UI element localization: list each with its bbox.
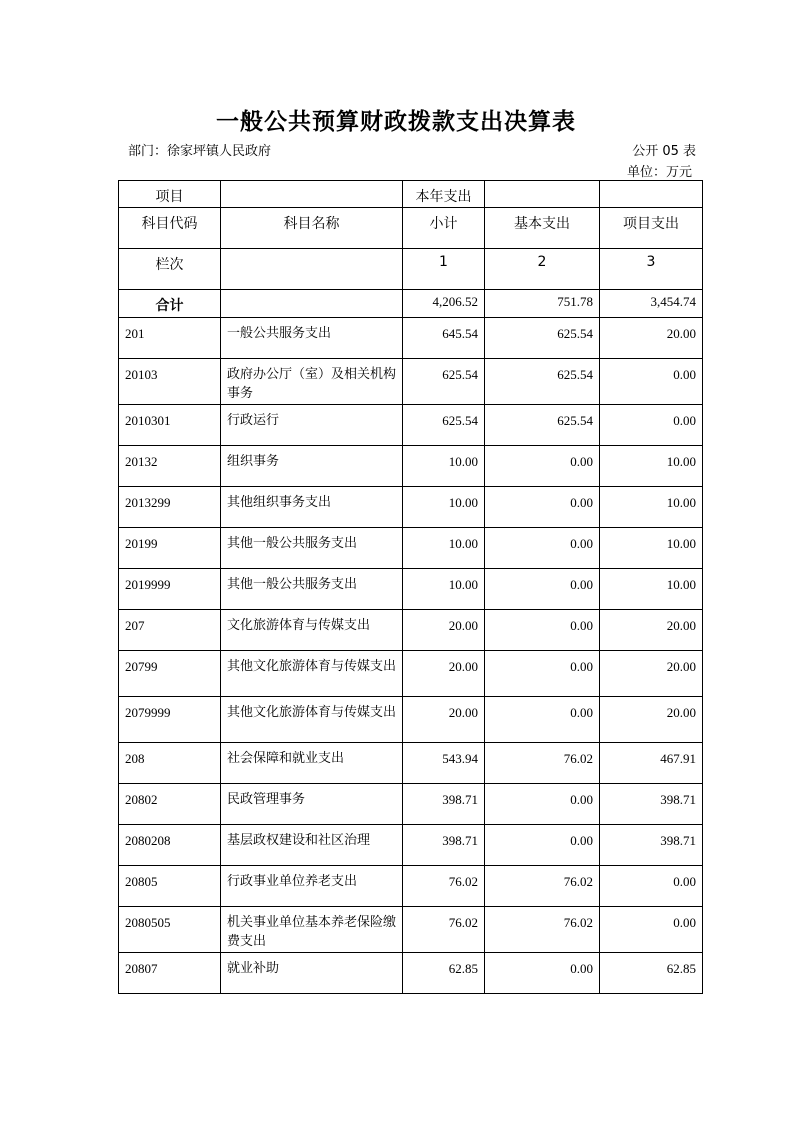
- basic-cell: 0.00: [485, 528, 600, 569]
- col-number-3: 3: [600, 249, 703, 290]
- subject-code-cell: 208: [119, 743, 221, 784]
- header-subtotal: 小计: [403, 208, 485, 249]
- basic-cell: 0.00: [485, 825, 600, 866]
- subject-name-cell: 基层政权建设和社区治理: [221, 825, 403, 866]
- project-cell: 10.00: [600, 569, 703, 610]
- table-row: [119, 697, 703, 743]
- project-cell: 0.00: [600, 866, 703, 907]
- basic-cell: 0.00: [485, 610, 600, 651]
- basic-cell: 625.54: [485, 359, 600, 405]
- subject-code-cell: 2010301: [119, 405, 221, 446]
- header-basic: 基本支出: [485, 208, 600, 249]
- table-row: [119, 907, 703, 953]
- header-project: 项目支出: [600, 208, 703, 249]
- subject-code-cell: 201: [119, 318, 221, 359]
- subject-code-cell: 2079999: [119, 697, 221, 743]
- project-cell: 20.00: [600, 651, 703, 697]
- basic-cell: 0.00: [485, 569, 600, 610]
- header-empty: [485, 181, 600, 208]
- table-row: [119, 528, 703, 569]
- project-cell: 398.71: [600, 784, 703, 825]
- header-item: 项目: [119, 181, 221, 208]
- subject-code-cell: 20103: [119, 359, 221, 405]
- table-row: [119, 743, 703, 784]
- subject-name-cell: 机关事业单位基本养老保险缴费支出: [221, 907, 403, 953]
- basic-cell: 0.00: [485, 446, 600, 487]
- subject-code-cell: 2019999: [119, 569, 221, 610]
- subject-name-cell: 民政管理事务: [221, 784, 403, 825]
- col-number-1: 1: [403, 249, 485, 290]
- header-subject-name: 科目名称: [221, 208, 403, 249]
- subject-name-cell: 行政运行: [221, 405, 403, 446]
- subject-code-cell: 20199: [119, 528, 221, 569]
- header-empty: [221, 181, 403, 208]
- project-cell: 10.00: [600, 528, 703, 569]
- project-cell: 10.00: [600, 446, 703, 487]
- subtotal-cell: 543.94: [403, 743, 485, 784]
- subject-name-cell: 其他文化旅游体育与传媒支出: [221, 651, 403, 697]
- project-cell: 398.71: [600, 825, 703, 866]
- subtotal-cell: 645.54: [403, 318, 485, 359]
- total-project: 3,454.74: [600, 290, 703, 318]
- subtotal-cell: 10.00: [403, 487, 485, 528]
- table-row: [119, 487, 703, 528]
- project-cell: 0.00: [600, 359, 703, 405]
- basic-cell: 625.54: [485, 318, 600, 359]
- header-year-expense: 本年支出: [403, 181, 485, 208]
- subject-name-cell: 行政事业单位养老支出: [221, 866, 403, 907]
- subject-code-cell: 2080208: [119, 825, 221, 866]
- table-row: [119, 651, 703, 697]
- basic-cell: 76.02: [485, 907, 600, 953]
- subtotal-cell: 625.54: [403, 405, 485, 446]
- subject-code-cell: 20799: [119, 651, 221, 697]
- subject-name-cell: 一般公共服务支出: [221, 318, 403, 359]
- total-row: [119, 290, 703, 318]
- subject-name-cell: 就业补助: [221, 953, 403, 994]
- basic-cell: 76.02: [485, 743, 600, 784]
- header-row-1: [119, 181, 703, 208]
- table-row: [119, 318, 703, 359]
- table-row: [119, 866, 703, 907]
- subject-name-cell: 文化旅游体育与传媒支出: [221, 610, 403, 651]
- subject-name-cell: 其他文化旅游体育与传媒支出: [221, 697, 403, 743]
- form-number: 公开 05 表: [632, 144, 696, 159]
- subject-code-cell: 20807: [119, 953, 221, 994]
- column-number-row: [119, 249, 703, 290]
- header-subject-code: 科目代码: [119, 208, 221, 249]
- table-row: [119, 784, 703, 825]
- subject-name-cell: 政府办公厅（室）及相关机构事务: [221, 359, 403, 405]
- empty-cell: [221, 249, 403, 290]
- table-row: [119, 405, 703, 446]
- total-subtotal: 4,206.52: [403, 290, 485, 318]
- subtotal-cell: 625.54: [403, 359, 485, 405]
- expenditure-table: [118, 180, 703, 994]
- project-cell: 0.00: [600, 405, 703, 446]
- row-label: 栏次: [119, 249, 221, 290]
- table-row: [119, 446, 703, 487]
- total-basic: 751.78: [485, 290, 600, 318]
- department-label: 部门：徐家坪镇人民政府: [128, 144, 272, 159]
- subject-code-cell: 2080505: [119, 907, 221, 953]
- total-label: 合计: [119, 290, 221, 318]
- table-row: [119, 825, 703, 866]
- subject-name-cell: 其他组织事务支出: [221, 487, 403, 528]
- table-row: [119, 953, 703, 994]
- subtotal-cell: 76.02: [403, 866, 485, 907]
- subject-code-cell: 20805: [119, 866, 221, 907]
- project-cell: 0.00: [600, 907, 703, 953]
- subject-code-cell: 20802: [119, 784, 221, 825]
- basic-cell: 76.02: [485, 866, 600, 907]
- subtotal-cell: 10.00: [403, 446, 485, 487]
- subtotal-cell: 398.71: [403, 784, 485, 825]
- project-cell: 62.85: [600, 953, 703, 994]
- subject-name-cell: 组织事务: [221, 446, 403, 487]
- table-row: [119, 610, 703, 651]
- project-cell: 20.00: [600, 318, 703, 359]
- subject-code-cell: 2013299: [119, 487, 221, 528]
- table-row: [119, 359, 703, 405]
- project-cell: 467.91: [600, 743, 703, 784]
- empty-cell: [221, 290, 403, 318]
- header-empty: [600, 181, 703, 208]
- basic-cell: 0.00: [485, 697, 600, 743]
- unit-label: 单位：万元: [626, 165, 692, 180]
- table-row: [119, 569, 703, 610]
- header-row-2: [119, 208, 703, 249]
- subtotal-cell: 20.00: [403, 651, 485, 697]
- col-number-2: 2: [485, 249, 600, 290]
- subtotal-cell: 62.85: [403, 953, 485, 994]
- subject-name-cell: 其他一般公共服务支出: [221, 528, 403, 569]
- subtotal-cell: 10.00: [403, 528, 485, 569]
- basic-cell: 0.00: [485, 487, 600, 528]
- subject-name-cell: 其他一般公共服务支出: [221, 569, 403, 610]
- page-title: 一般公共预算财政拨款支出决算表: [216, 109, 576, 135]
- subtotal-cell: 20.00: [403, 697, 485, 743]
- basic-cell: 625.54: [485, 405, 600, 446]
- project-cell: 20.00: [600, 610, 703, 651]
- subject-code-cell: 20132: [119, 446, 221, 487]
- subject-code-cell: 207: [119, 610, 221, 651]
- subject-name-cell: 社会保障和就业支出: [221, 743, 403, 784]
- project-cell: 10.00: [600, 487, 703, 528]
- project-cell: 20.00: [600, 697, 703, 743]
- basic-cell: 0.00: [485, 953, 600, 994]
- subtotal-cell: 76.02: [403, 907, 485, 953]
- subtotal-cell: 10.00: [403, 569, 485, 610]
- subtotal-cell: 20.00: [403, 610, 485, 651]
- basic-cell: 0.00: [485, 784, 600, 825]
- subtotal-cell: 398.71: [403, 825, 485, 866]
- basic-cell: 0.00: [485, 651, 600, 697]
